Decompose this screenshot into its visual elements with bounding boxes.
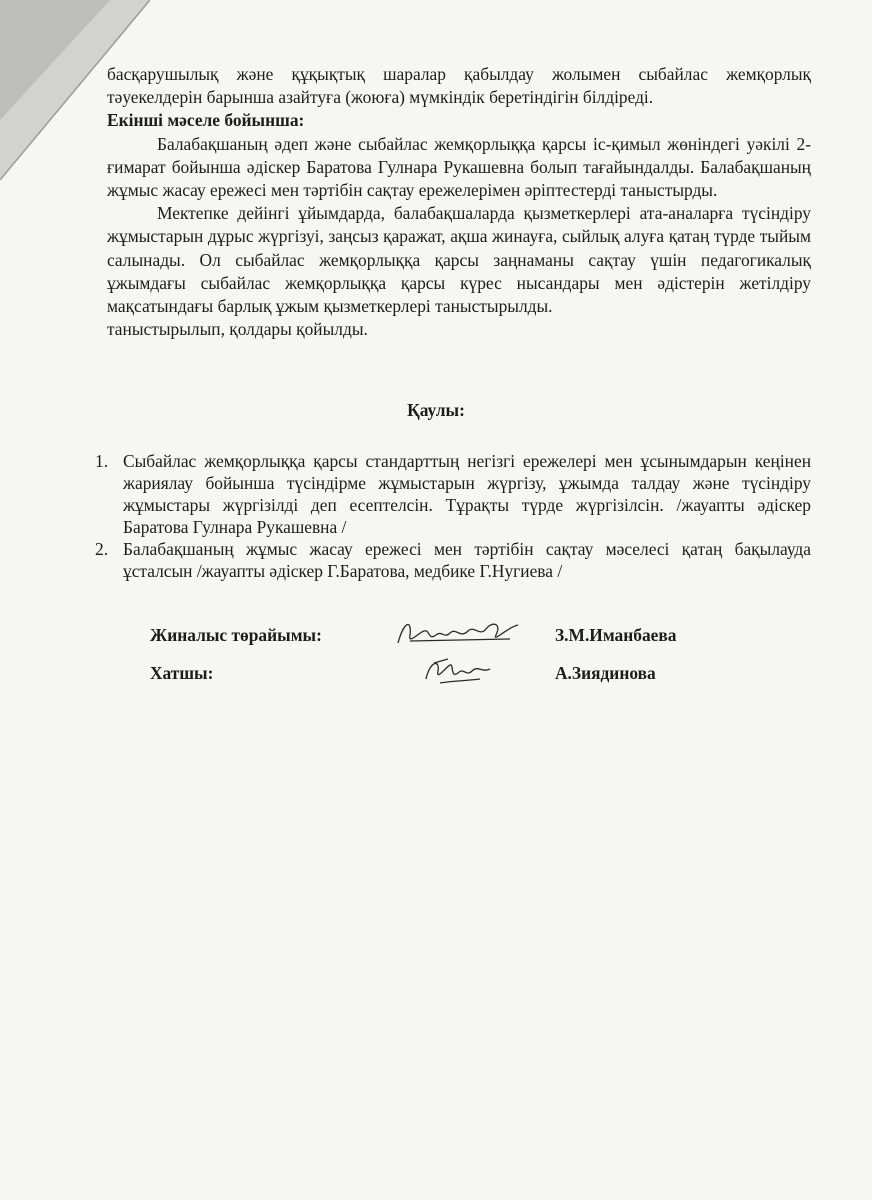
decision-number: 2. (95, 539, 109, 559)
paragraph-appointment: Балабақшаның әдеп және сыбайлас жемқорлыққа қарсы іс-қимыл жөніндегі уәкілі 2-ғимарат бойынша әдіскер Баратова Гулнара Рукашевна болып тағайындалды. Балабақшаның жұмыс жасау ережесі мен тәртібін сақтау ережелерімен әріптестерді таныстырды. (107, 133, 811, 201)
chair-name: З.М.Иманбаева (555, 625, 677, 645)
chair-signature-mark (390, 613, 530, 653)
decision-heading: Қаулы: (407, 400, 465, 420)
paragraph-signed: таныстырылып, қолдары қойылды. (107, 319, 368, 340)
body-text (107, 63, 811, 341)
second-issue-heading: Екінші мәселе бойынша: (107, 110, 305, 131)
intro-continuation: басқарушылық және құқықтық шаралар қабылдау жолымен сыбайлас жемқорлық тәуекелдерін барынша азайтуға (жоюға) мүмкіндік беретіндігін білдіреді. (107, 64, 811, 108)
paragraph-prohibition: Мектепке дейінгі ұйымдарда, балабақшаларда қызметкерлері ата-аналарға түсіндіру жұмыстарын дұрыс жүргізуі, заңсыз қаражат, ақша жинауға, сыйлық алуға қатаң түрде тыйым салынады. Ол сыбайлас жемқорлыққа қарсы заңнаманы сақтау үшін педагогикалық ұжымдағы сыбайлас жемқорлыққа қарсы күрес нысандары мен әдістерін жетілдіру мақсатындағы барлық ұжым қызметкерлері таныстырылды. (107, 203, 811, 317)
decision-item (95, 450, 811, 538)
decision-text: Сыбайлас жемқорлыққа қарсы стандарттың негізгі ережелері мен ұсынымдарын кеңінен жариялау бойынша түсіндірме жұмыстарын жүргізу, ұжымда талдау және түсіндіру жұмыстары жүргізілді деп есептелсін. Тұрақты түрде жүргізілсін. /жауапты әдіскер Баратова Гулнара Рукашевна / (123, 451, 811, 537)
secretary-signature-mark (420, 653, 500, 689)
secretary-label: Хатшы: (150, 663, 214, 683)
decision-item (95, 538, 811, 582)
decision-list (95, 450, 811, 582)
decision-number: 1. (95, 451, 109, 471)
chair-label: Жиналыс төрайымы: (150, 625, 322, 645)
secretary-name: А.Зиядинова (555, 663, 656, 683)
decision-text: Балабақшаның жұмыс жасау ережесі мен тәртібін сақтау мәселесі қатаң бақылауда ұсталсын /жауапты әдіскер Г.Баратова, медбике Г.Нугиева / (123, 539, 811, 581)
